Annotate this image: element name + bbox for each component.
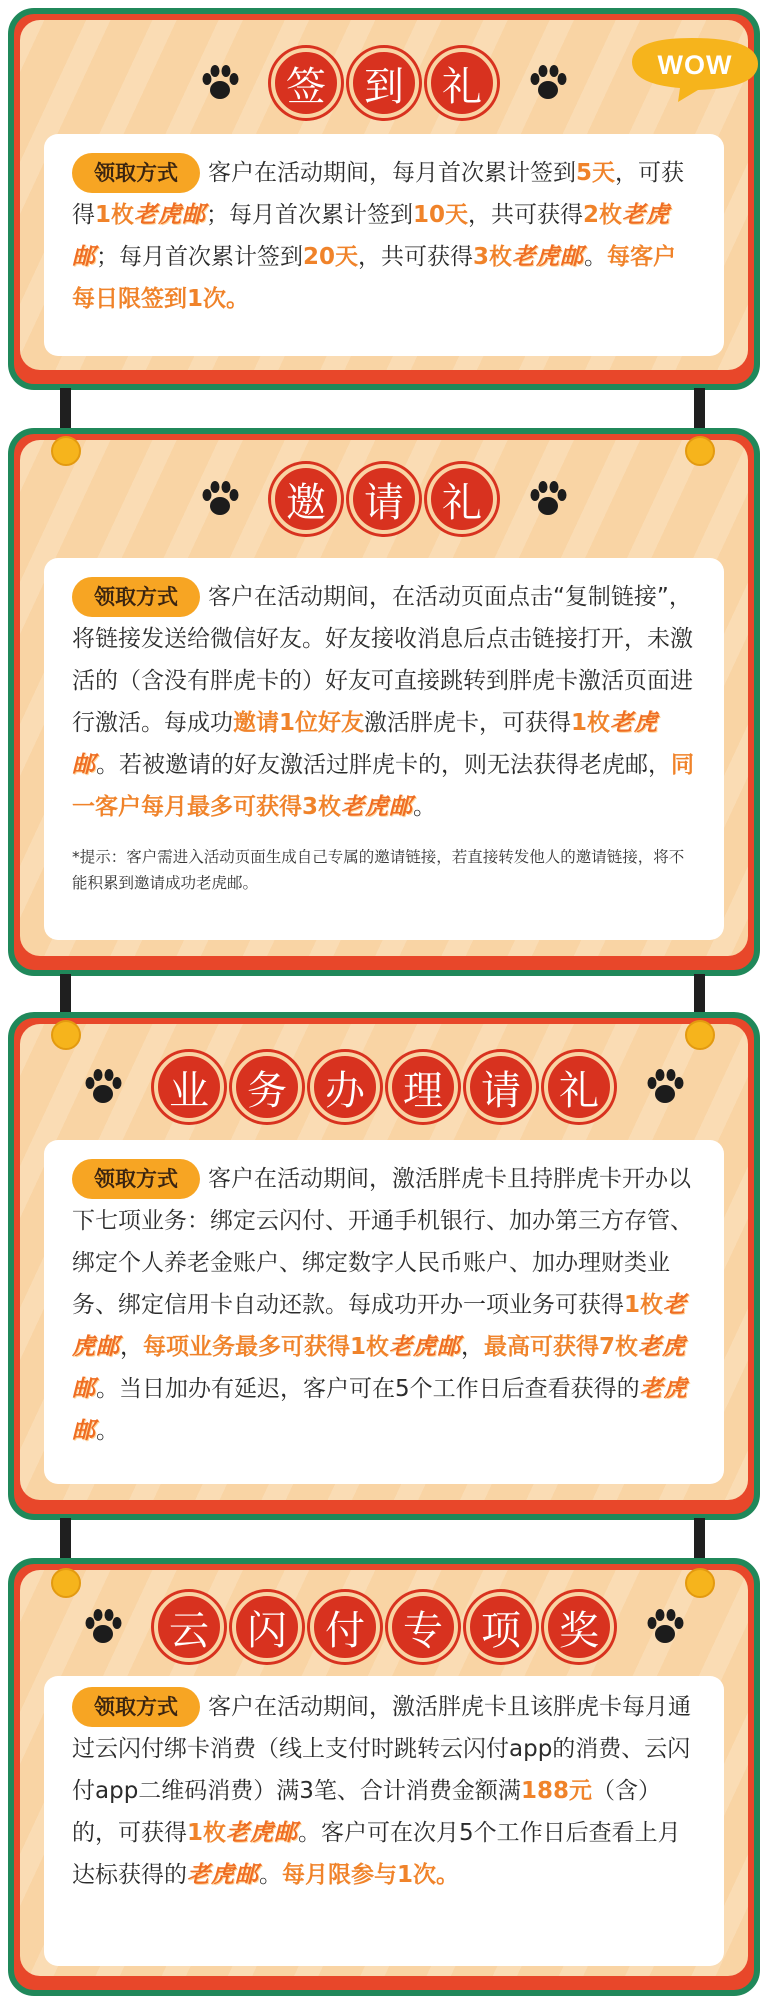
highlight-text: 20天 xyxy=(303,244,359,270)
paw-print-icon xyxy=(199,63,241,103)
wow-text: WOW xyxy=(657,50,733,80)
paw-print-icon xyxy=(199,479,241,519)
card-business xyxy=(44,1140,724,1484)
body-text: 客户在活动期间，每月首次累计签到 xyxy=(208,160,576,186)
highlight-text: 5天 xyxy=(576,160,616,186)
title-char-circle: 务 xyxy=(232,1052,302,1122)
title-char-circle: 签 xyxy=(271,48,341,118)
body-text: ，可获得 xyxy=(72,160,685,228)
body-text: 。若被邀请的好友激活过胖虎卡的，则无法获得老虎邮， xyxy=(96,752,671,778)
tiger-mail-logo: 老虎邮 xyxy=(341,794,414,820)
highlight-text: 1枚 xyxy=(187,1820,227,1846)
title-char-circle: 奖 xyxy=(544,1592,614,1662)
body-text: ；每月首次累计签到 xyxy=(96,244,303,270)
wow-bubble-icon xyxy=(618,32,766,104)
title-char-circle: 礼 xyxy=(427,48,497,118)
tiger-mail-logo: 老虎邮 xyxy=(389,1334,462,1360)
hanger-dot xyxy=(685,1568,715,1598)
tiger-mail-logo: 老虎邮 xyxy=(134,202,207,228)
body-text: ，共可获得 xyxy=(468,202,584,228)
title-char-circle: 闪 xyxy=(232,1592,302,1662)
tiger-mail-logo: 老虎邮 xyxy=(226,1820,299,1846)
title-char-circle: 云 xyxy=(154,1592,224,1662)
title-char-circle: 项 xyxy=(466,1592,536,1662)
paw-print-icon xyxy=(527,479,569,519)
body-text: 。 xyxy=(259,1862,282,1888)
tiger-mail-logo: 老虎邮 xyxy=(72,1292,688,1360)
body-text: 客户在活动期间，激活胖虎卡且持胖虎卡开办以下七项业务：绑定云闪付、开通手机银行、加办第三方存管、绑定个人养老金账户、绑定数字人民币账户、加办理财类业务、绑定信用卡自动还款。每成功开办一项业务可获得 xyxy=(72,1166,693,1318)
section-title-invite xyxy=(14,464,754,534)
title-char-circle: 礼 xyxy=(427,464,497,534)
body-text: ，共可获得 xyxy=(358,244,474,270)
section-title-unionpay xyxy=(14,1592,754,1662)
body-text: 激活胖虎卡，可获得 xyxy=(364,710,572,736)
paw-print-icon xyxy=(527,63,569,103)
hanger-dot xyxy=(685,1020,715,1050)
paw-print-icon xyxy=(644,1607,686,1647)
paw-print-icon xyxy=(82,1067,124,1107)
paw-print-icon xyxy=(82,1607,124,1647)
tiger-mail-logo: 老虎邮 xyxy=(72,710,659,778)
tiger-mail-logo: 老虎邮 xyxy=(72,202,671,270)
highlight-text: 同一客户每月最多可获得3枚 xyxy=(72,752,694,820)
tiger-mail-logo: 老虎邮 xyxy=(72,1334,687,1402)
highlight-text: 1枚 xyxy=(95,202,135,228)
body-text: 客户在活动期间，在活动页面点击“复制链接”，将链接发送给微信好友。好友接收消息后点击链接打开，未激活的（含没有胖虎卡的）好友可直接跳转到胖虎卡激活页面进行激活。每成功 xyxy=(72,584,693,736)
card-checkin xyxy=(44,134,724,356)
title-char-circle: 礼 xyxy=(544,1052,614,1122)
section-title-business xyxy=(14,1052,754,1122)
highlight-text: 每客户每日限签到1次。 xyxy=(72,244,677,312)
hanger-dot xyxy=(51,436,81,466)
tiger-mail-logo: 老虎邮 xyxy=(187,1862,259,1888)
highlight-text: 最高可获得7枚 xyxy=(484,1334,639,1360)
highlight-text: 每项业务最多可获得1枚 xyxy=(143,1334,390,1360)
tiger-mail-logo: 老虎邮 xyxy=(512,244,585,270)
body-text: 客户在活动期间，激活胖虎卡且该胖虎卡每月通过云闪付绑卡消费（线上支付时跳转云闪付app的消费、云闪付app二维码消费）满3笔、合计消费金额满 xyxy=(72,1694,691,1804)
body-text: 。 xyxy=(584,244,608,270)
wow-badge xyxy=(618,32,766,104)
method-label-pill: 领取方式 xyxy=(72,153,200,193)
panel-invite xyxy=(8,428,760,976)
highlight-text: 10天 xyxy=(413,202,469,228)
body-text: 。客户可在次月5个工作日后查看上月达标获得的 xyxy=(72,1820,681,1888)
highlight-text: 2枚 xyxy=(583,202,623,228)
rule-text xyxy=(72,1686,698,1896)
panel-unionpay xyxy=(8,1558,760,1996)
highlight-text: 1枚 xyxy=(624,1292,664,1318)
body-text: ， xyxy=(461,1334,485,1360)
highlight-text: 1枚 xyxy=(571,710,611,736)
body-text: 。 xyxy=(413,794,437,820)
title-char-circle: 理 xyxy=(388,1052,458,1122)
title-char-circle: 请 xyxy=(349,464,419,534)
body-text: 。当日加办有延迟，客户可在5个工作日后查看获得的 xyxy=(96,1376,640,1402)
highlight-text: 邀请1位好友 xyxy=(233,710,365,736)
body-text: ；每月首次累计签到 xyxy=(206,202,414,228)
title-char-circle: 办 xyxy=(310,1052,380,1122)
paw-print-icon xyxy=(644,1067,686,1107)
title-char-circle: 请 xyxy=(466,1052,536,1122)
panel-business xyxy=(8,1012,760,1520)
title-char-circle: 业 xyxy=(154,1052,224,1122)
hanger-dot xyxy=(51,1568,81,1598)
title-char-circle: 到 xyxy=(349,48,419,118)
body-text: （含）的，可获得 xyxy=(72,1778,661,1846)
highlight-text: 每月限参与1次。 xyxy=(282,1862,460,1888)
tip-note: *提示：客户需进入活动页面生成自己专属的邀请链接，若直接转发他人的邀请链接，将不能积累到邀请成功老虎邮。 xyxy=(72,848,685,892)
tiger-mail-logo: 老虎邮 xyxy=(72,1376,688,1444)
rule-text xyxy=(72,1158,698,1452)
card-unionpay xyxy=(44,1676,724,1966)
title-char-circle: 付 xyxy=(310,1592,380,1662)
title-char-circle: 邀 xyxy=(271,464,341,534)
rule-text xyxy=(72,152,698,320)
method-label-pill: 领取方式 xyxy=(72,1159,200,1199)
hanger-dot xyxy=(51,1020,81,1050)
hanger-dot xyxy=(685,436,715,466)
body-text: ， xyxy=(120,1334,143,1360)
highlight-text: 3枚 xyxy=(473,244,513,270)
method-label-pill: 领取方式 xyxy=(72,1687,200,1727)
body-text: 。 xyxy=(96,1418,119,1444)
method-label-pill: 领取方式 xyxy=(72,577,200,617)
rule-text xyxy=(72,576,698,828)
highlight-text: 188元 xyxy=(520,1778,592,1804)
title-char-circle: 专 xyxy=(388,1592,458,1662)
card-invite xyxy=(44,558,724,940)
